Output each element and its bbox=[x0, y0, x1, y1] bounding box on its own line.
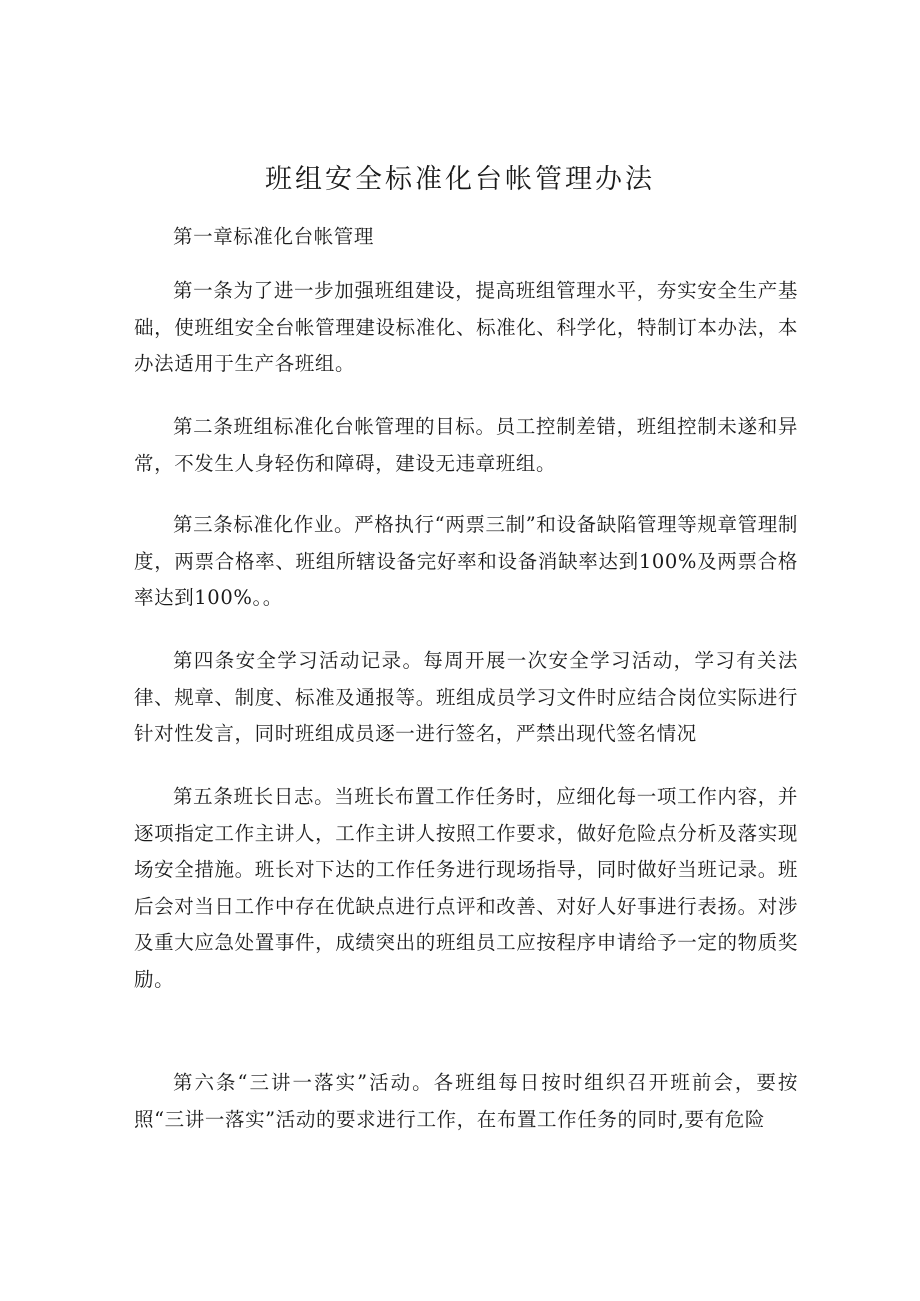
article-2-paragraph: 第二条班组标准化台帐管理的目标。员工控制差错，班组控制未遂和异常，不发生人身轻伤和障碍，建设无违章班组。 bbox=[134, 415, 798, 475]
article-4-paragraph: 第四条安全学习活动记录。每周开展一次安全学习活动，学习有关法律、规章、制度、标准及通报等。班组成员学习文件时应结合岗位实际进行针对性发言，同时班组成员逐一进行签名，严禁出现代签名情况 bbox=[134, 649, 798, 745]
chapter-heading: 第一章标准化台帐管理 bbox=[173, 225, 375, 248]
article-1-paragraph: 第一条为了进一步加强班组建设，提高班组管理水平，夯实安全生产基础，使班组安全台帐管理建设标准化、标准化、科学化，特制订本办法，本办法适用于生产各班组。 bbox=[134, 279, 798, 375]
article-6-paragraph: 第六条“三讲一落实”活动。各班组每日按时组织召开班前会，要按照“三讲一落实”活动的要求进行工作，在布置工作任务的同时,要有危险 bbox=[134, 1071, 798, 1131]
article-3-paragraph: 第三条标准化作业。严格执行“两票三制”和设备缺陷管理等规章管理制度，两票合格率、班组所辖设备完好率和设备消缺率达到100%及两票合格率达到100%。。 bbox=[134, 513, 798, 609]
document-title: 班组安全标准化台帐管理办法 bbox=[265, 164, 655, 195]
article-5-paragraph: 第五条班长日志。当班长布置工作任务时，应细化每一项工作内容，并逐项指定工作主讲人，工作主讲人按照工作要求，做好危险点分析及落实现场安全措施。班长对下达的工作任务进行现场指导，同时做好当班记录。班后会对当日工作中存在优缺点进行点评和改善、对好人好事进行表扬。对涉及重大应急处置事件，成绩突出的班组员工应按程序申请给予一定的物质奖励。 bbox=[134, 785, 798, 991]
